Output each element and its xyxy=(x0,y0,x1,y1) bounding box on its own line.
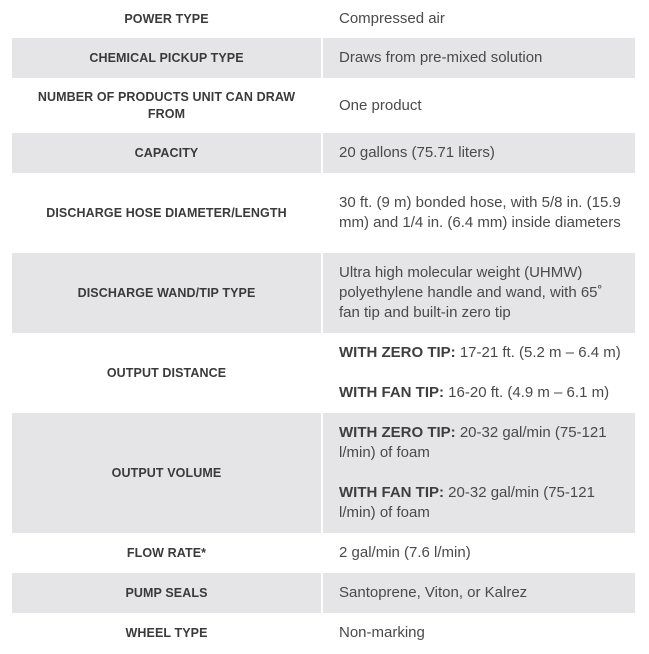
row-pump-seals xyxy=(12,573,635,613)
spec-value: Compressed air xyxy=(339,10,445,27)
fan-tip-value: 20-32 gal/min (75-121 l/min) of foam xyxy=(339,484,595,521)
fan-tip-label: WITH FAN TIP: xyxy=(339,484,444,501)
spec-label: NUMBER OF PRODUCTS UNIT CAN DRAW FROM xyxy=(12,78,322,133)
fan-tip-line xyxy=(339,383,627,403)
row-number-of-products xyxy=(12,78,635,133)
fan-tip-line xyxy=(339,483,627,523)
spec-label: PUMP SEALS xyxy=(12,573,322,613)
spec-label: OUTPUT DISTANCE xyxy=(12,333,322,413)
row-flow-rate xyxy=(12,533,635,573)
zero-tip-line xyxy=(339,343,627,363)
spec-table xyxy=(12,0,635,653)
row-capacity xyxy=(12,133,635,173)
zero-tip-line xyxy=(339,423,627,463)
row-power-type xyxy=(12,0,635,38)
spec-label: DISCHARGE WAND/TIP TYPE xyxy=(12,253,322,333)
spec-value: 2 gal/min (7.6 l/min) xyxy=(339,544,471,561)
spec-value: 20 gallons (75.71 liters) xyxy=(322,133,635,173)
spec-value: Non-marking xyxy=(339,624,425,641)
spec-value: Santoprene, Viton, or Kalrez xyxy=(322,573,635,613)
fan-tip-label: WITH FAN TIP: xyxy=(339,384,444,401)
spec-label: OUTPUT VOLUME xyxy=(12,413,322,533)
spec-value: 30 ft. (9 m) bonded hose, with 5/8 in. (15.9 mm) and 1/4 in. (6.4 mm) inside diameters xyxy=(339,194,621,231)
row-discharge-hose xyxy=(12,173,635,253)
spec-label: DISCHARGE HOSE DIAMETER/LENGTH xyxy=(12,173,322,253)
spec-value: One product xyxy=(339,96,422,114)
row-chemical-pickup-type xyxy=(12,38,635,78)
fan-tip-value: 16-20 ft. (4.9 m – 6.1 m) xyxy=(444,384,610,401)
spec-value: Draws from pre-mixed solution xyxy=(322,38,635,78)
spec-value xyxy=(322,413,635,533)
spec-label: FLOW RATE* xyxy=(12,533,322,573)
zero-tip-label: WITH ZERO TIP: xyxy=(339,424,456,441)
spec-label: POWER TYPE xyxy=(12,0,322,38)
spec-label: CAPACITY xyxy=(12,133,322,173)
row-output-distance xyxy=(12,333,635,413)
row-discharge-wand xyxy=(12,253,635,333)
spec-label: WHEEL TYPE xyxy=(12,613,322,653)
row-output-volume xyxy=(12,413,635,533)
zero-tip-value: 17-21 ft. (5.2 m – 6.4 m) xyxy=(455,344,621,361)
zero-tip-value: 20-32 gal/min (75-121 l/min) of foam xyxy=(339,424,607,461)
zero-tip-label: WITH ZERO TIP: xyxy=(339,344,456,361)
spec-value: Ultra high molecular weight (UHMW) polyethylene handle and wand, with 65˚ fan tip and built-in zero tip xyxy=(322,253,635,333)
row-wheel-type xyxy=(12,613,635,653)
spec-value xyxy=(322,333,635,413)
spec-label: CHEMICAL PICKUP TYPE xyxy=(12,38,322,78)
